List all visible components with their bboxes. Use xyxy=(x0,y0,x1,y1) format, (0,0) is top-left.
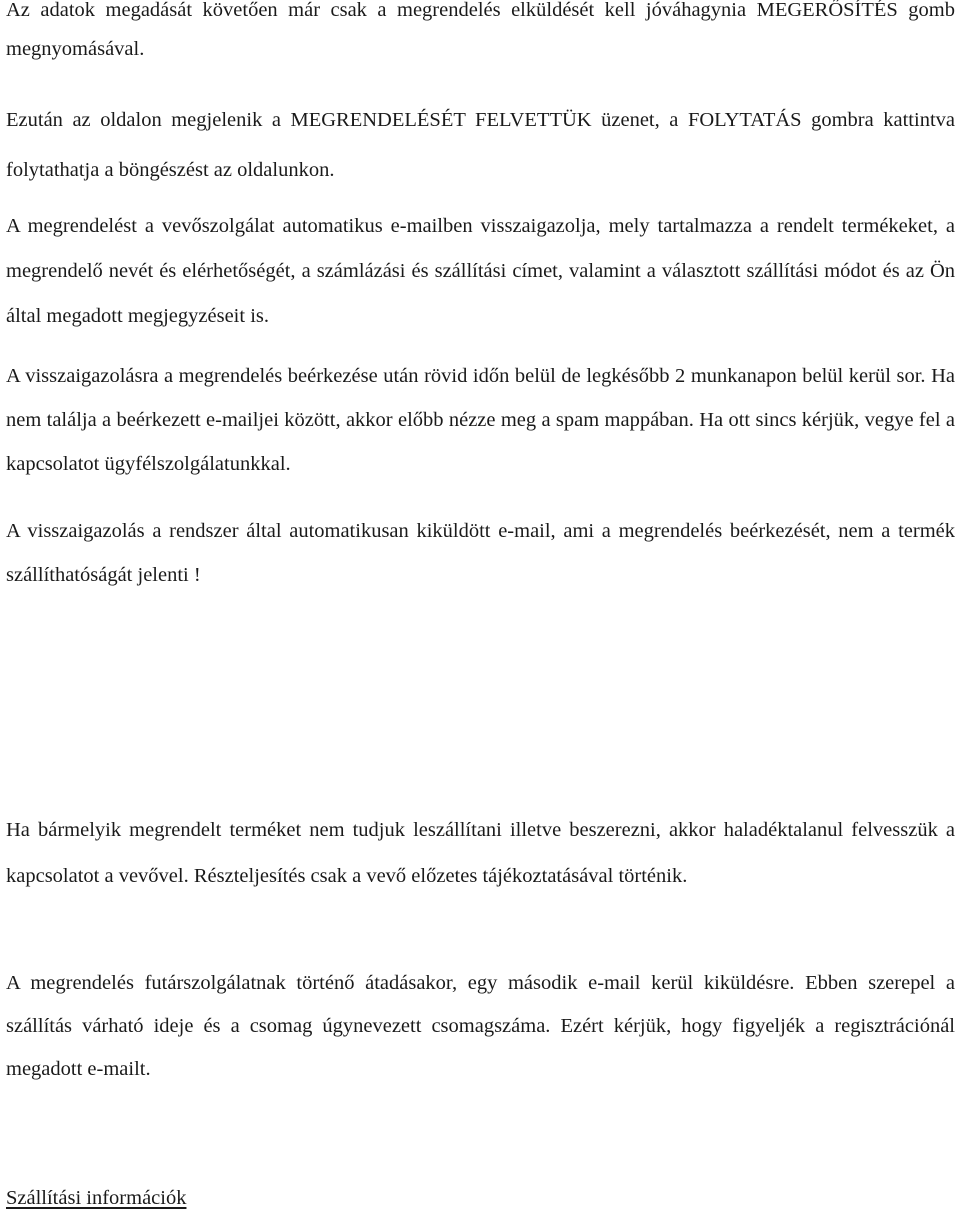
paragraph-confirmation-meaning: A visszaigazolás a rendszer által automatikusan kiküldött e-mail, ami a megrendelés beérkezését, nem a termék szállíthatóságát jelenti ! xyxy=(6,520,955,586)
paragraph-unavailable-products: Ha bármelyik megrendelt terméket nem tudjuk leszállítani illetve beszerezni, akkor haladéktalanul felvesszük a kapcsolatot a vevővel. Részteljesítés csak a vevő előzetes tájékoztatásával történik. xyxy=(6,819,955,887)
section-heading-shipping-info: Szállítási információk xyxy=(6,1187,187,1209)
paragraph-order-received-message: Ezután az oldalon megjelenik a MEGRENDELÉSÉT FELVETTÜK üzenet, a FOLYTATÁS gombra kattintva folytathatja a böngészést az oldalunkon. xyxy=(6,109,955,181)
paragraph-confirmation-timing: A visszaigazolásra a megrendelés beérkezése után rövid időn belül de legkésőbb 2 munkanapon belül kerül sor. Ha nem találja a beérkezett e-mailjei között, akkor előbb nézze meg a spam mappában. Ha ott sincs kérjük, vegye fel a kapcsolatot ügyfélszolgálatunkkal. xyxy=(6,365,955,475)
paragraph-email-confirmation: A megrendelést a vevőszolgálat automatikus e-mailben visszaigazolja, mely tartalmazza a rendelt termékeket, a megrendelő nevét és elérhetőségét, a számlázási és szállítási címet, valamint a választott szállítási módot és az Ön által megadott megjegyzéseit is. xyxy=(6,215,955,327)
paragraph-courier-handover: A megrendelés futárszolgálatnak történő átadásakor, egy második e-mail kerül kiküldésre. Ebben szerepel a szállítás várható ideje és a csomag úgynevezett csomagszáma. Ezért kérjük, hogy figyeljék a regisztrációnál megadott e-mailt. xyxy=(6,972,955,1080)
paragraph-order-confirmation: Az adatok megadását követően már csak a megrendelés elküldését kell jóváhagynia MEGERŐSÍTÉS gomb megnyomásával. xyxy=(6,0,955,60)
